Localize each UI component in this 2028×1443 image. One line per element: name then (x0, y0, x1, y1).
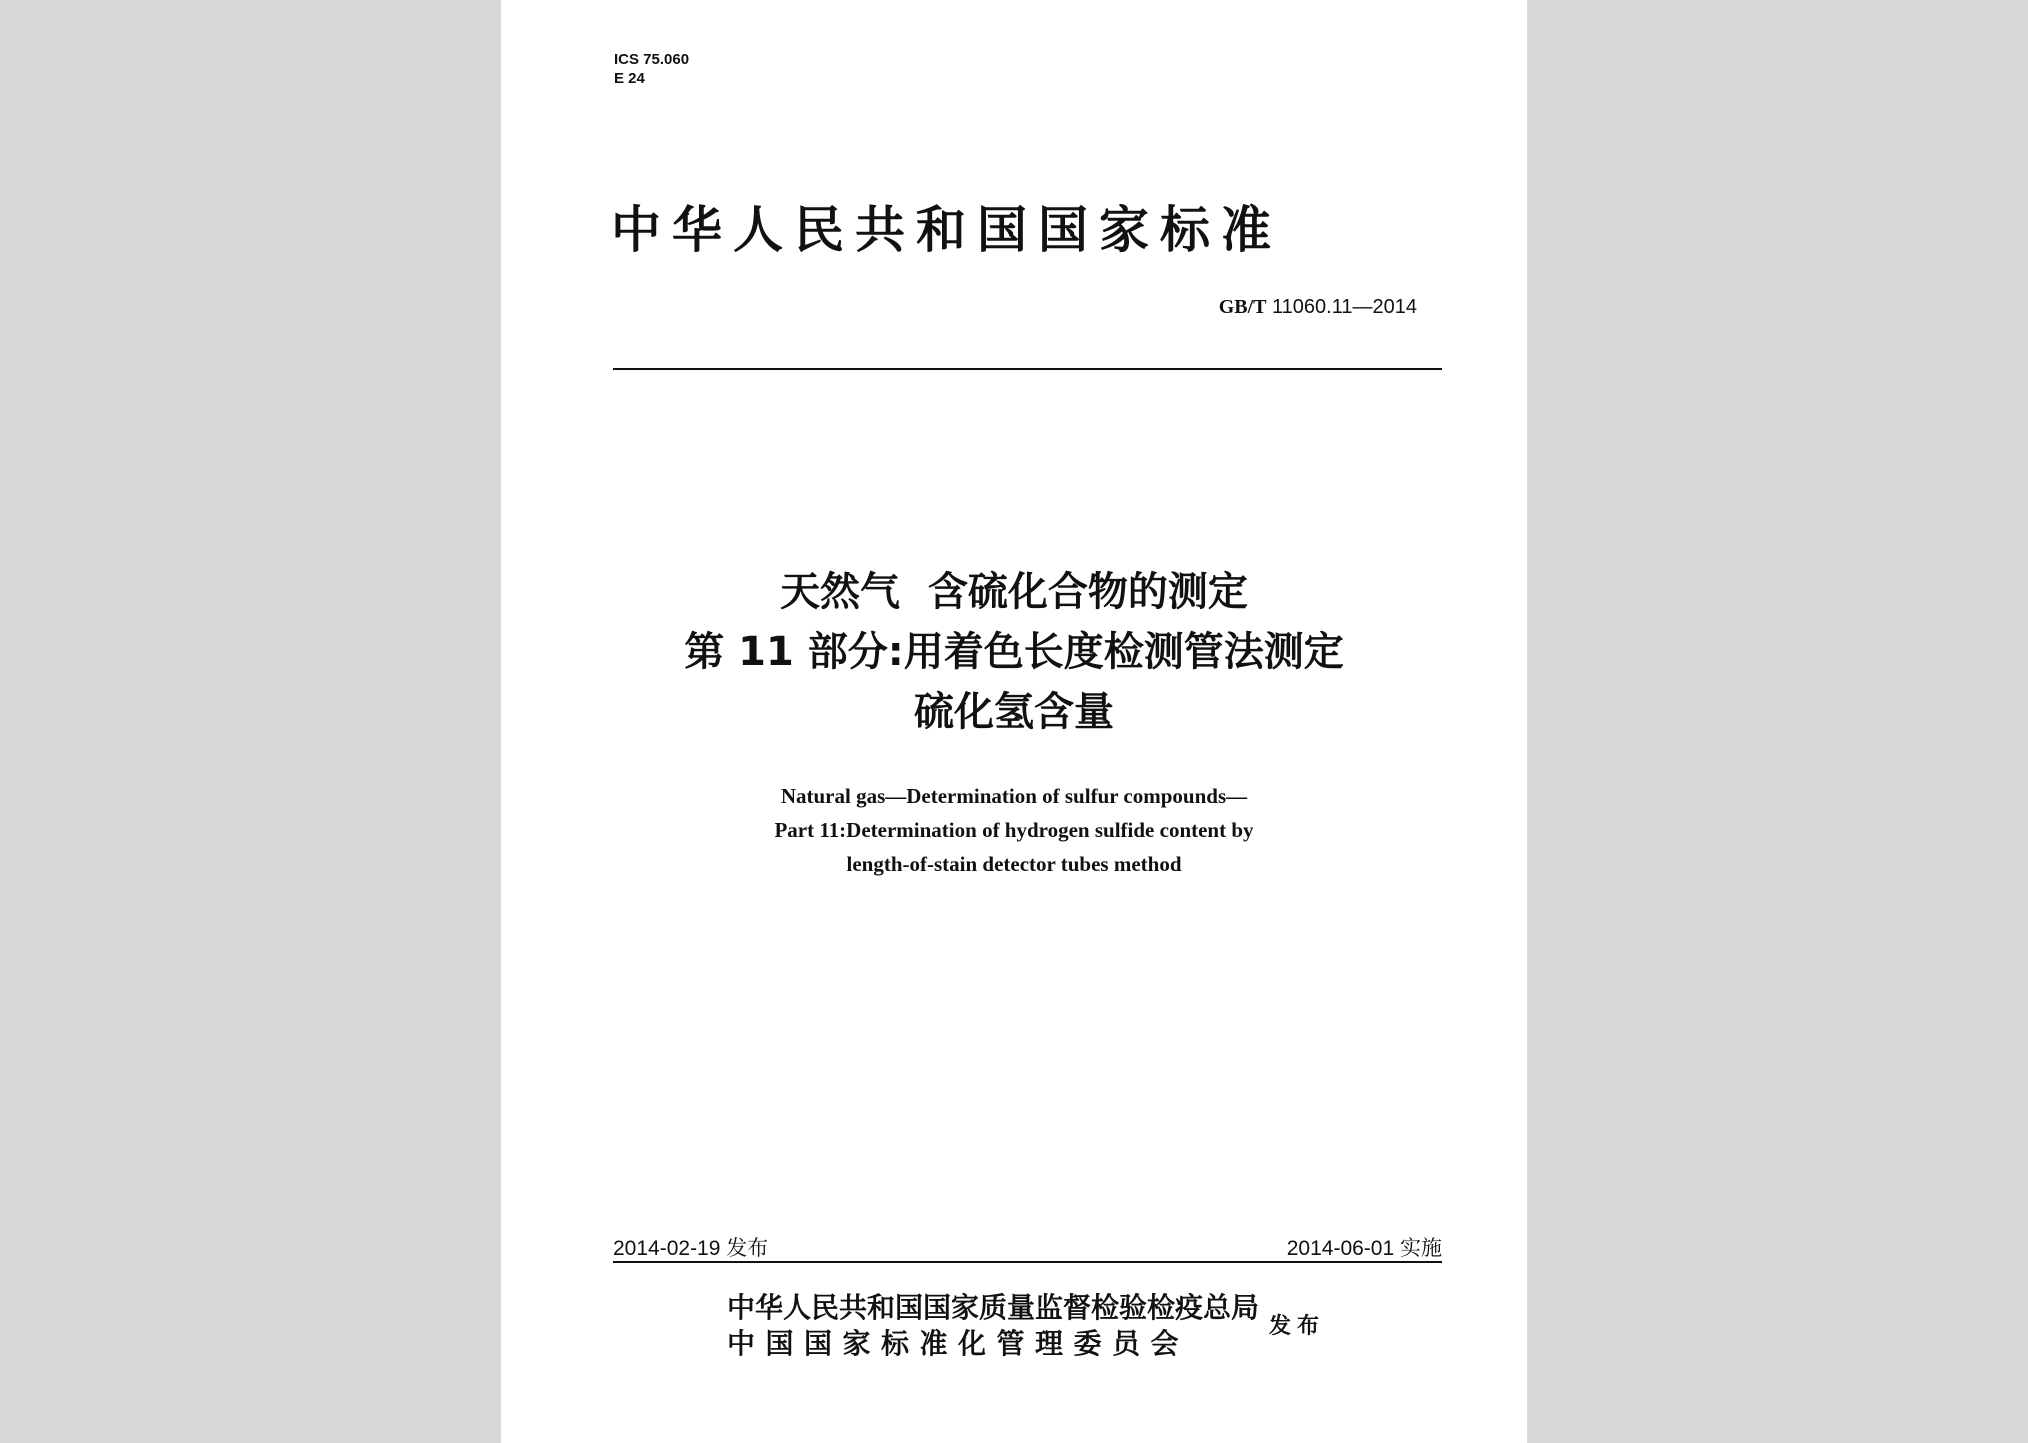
english-title-line: Part 11:Determination of hydrogen sulfide content by (774, 818, 1254, 842)
classification-codes (614, 50, 689, 88)
standard-code: 11060.11—2014 (1272, 296, 1417, 318)
issuer-aqsiq: 中华人民共和国国家质量监督检验检疫总局 (727, 1291, 1260, 1324)
standard-prefix: GB/T (1218, 296, 1267, 318)
implementation-date: 2014-06-01 实施 (1286, 1237, 1442, 1260)
issue-date: 2014-02-19 发布 (613, 1237, 769, 1260)
issuing-authorities (727, 1290, 1259, 1362)
standard-number (1219, 296, 1417, 319)
bottom-divider (613, 1261, 1442, 1263)
ics-code: ICS 75.060 (614, 51, 690, 68)
english-title (501, 779, 1527, 881)
issuer-sac: 中国国家标准化管理委员会 (727, 1327, 1190, 1360)
chinese-title-line: 天然气 含硫化合物的测定 (780, 569, 1248, 615)
standard-cover-page (501, 0, 1527, 1443)
issue-label: 发布 (1269, 1313, 1326, 1339)
chinese-title-line: 硫化氢含量 (914, 689, 1114, 735)
chinese-title-line: 第 11 部分:用着色长度检测管法测定 (684, 629, 1344, 675)
ccs-code: E 24 (614, 70, 645, 87)
english-title-line: length-of-stain detector tubes method (846, 852, 1182, 876)
chinese-title (501, 562, 1527, 742)
english-title-line: Natural gas—Determination of sulfur compounds— (780, 784, 1248, 808)
national-standard-title: 中华人民共和国国家标准 (611, 200, 1282, 259)
top-divider (613, 368, 1442, 370)
